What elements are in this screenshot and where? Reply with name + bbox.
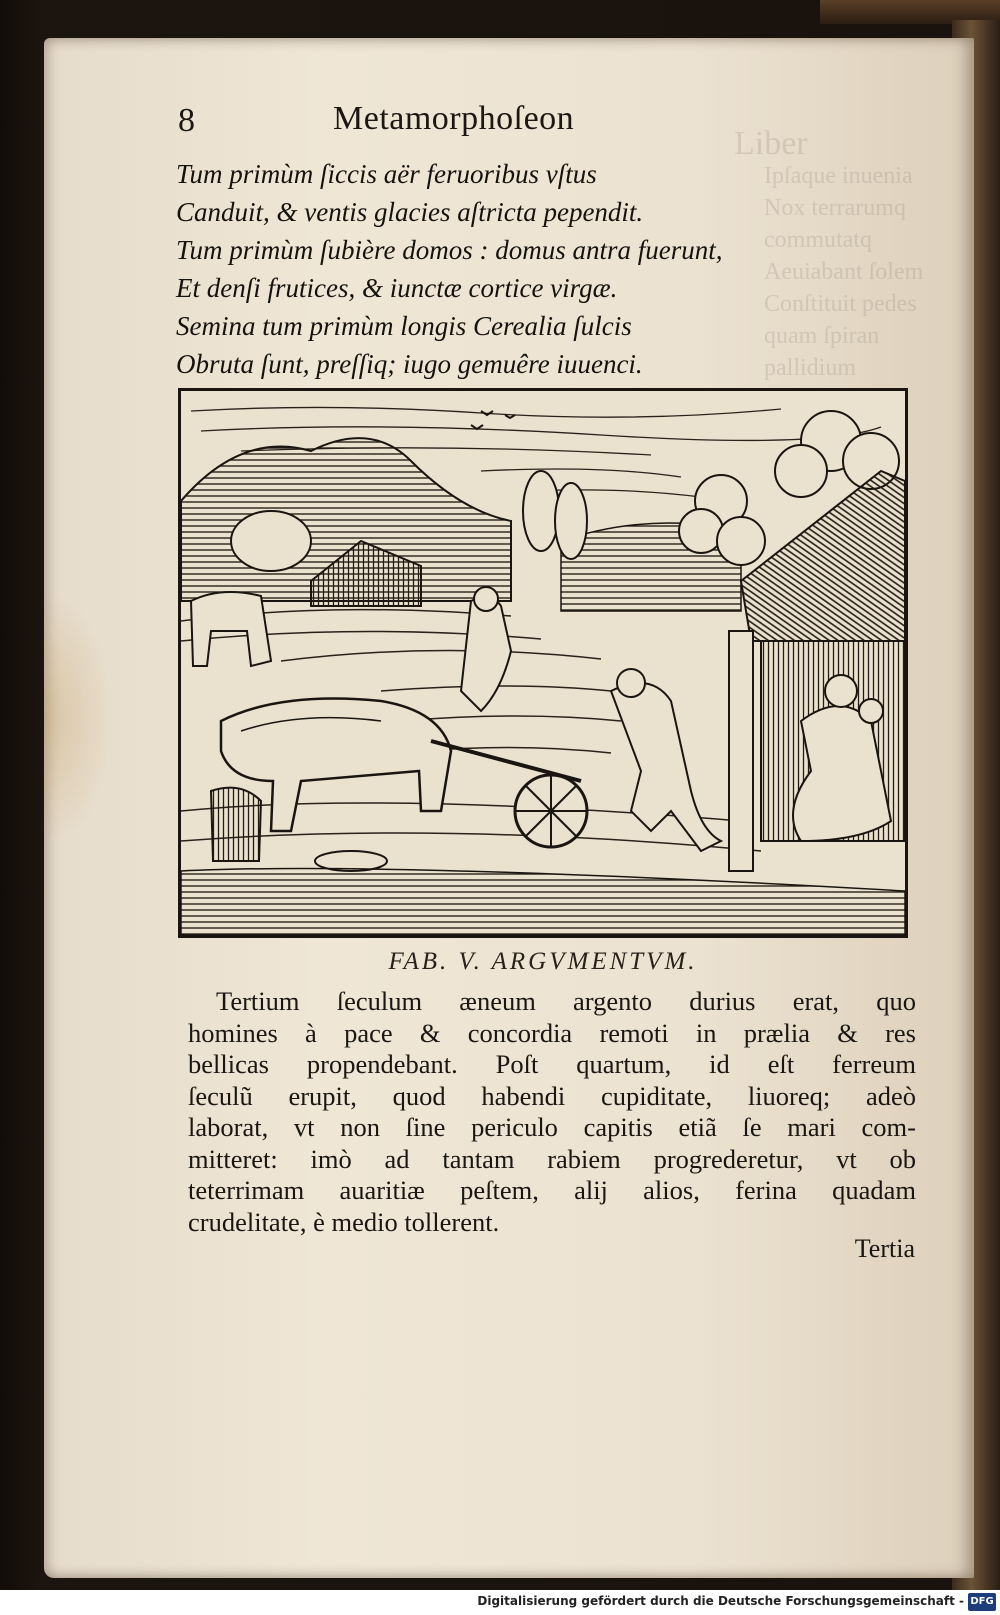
argument-line: homines à pace & concordia remoti in prælia & res: [188, 1017, 916, 1048]
argument-line: mitteret: imò ad tantam rabiem progrederetur, vt ob: [188, 1143, 916, 1174]
digitization-credit: Digitalisierung gefördert durch die Deutsche Forschungsgemeinschaft -: [477, 1594, 964, 1608]
bleed-line: Aeuiabant ſolem: [764, 259, 924, 285]
verse-line: Et denſi frutices, & iunctæ cortice virgæ.: [176, 273, 618, 303]
verse-line: Tum primùm ſiccis aër feruoribus vſtus: [176, 159, 597, 189]
argument-line: Tertium ſeculum æneum argento durius erat, quo: [216, 986, 916, 1016]
argument-line: crudelitate, è medio tollerent.: [188, 1206, 500, 1237]
bleed-line: Ipſaque inuenia: [764, 163, 913, 189]
argument-paragraph: [188, 986, 916, 1238]
verse-line: Canduit, & ventis glacies aſtricta pependit.: [176, 197, 644, 227]
fable-caption: FAB. V. ARGVMENTVM.: [388, 948, 698, 975]
page-stain: [44, 588, 114, 848]
verse-line: Obruta ſunt, preſſiq; iugo gemuêre iuuenci.: [176, 349, 643, 379]
verse-line: Semina tum primùm longis Cerealia ſulcis: [176, 311, 632, 341]
verse-block: [176, 155, 816, 383]
woodcut-plowing-scene-icon: [181, 391, 905, 935]
argument-line: laborat, vt non ſine periculo capitis etiã ſe mari com-: [188, 1112, 916, 1142]
catchword: Tertia: [854, 1234, 915, 1263]
dfg-logo-icon: DFG: [968, 1593, 996, 1611]
bleed-line: quam ſpiran: [764, 323, 880, 349]
bleed-line: Nox terrarumq: [764, 195, 906, 221]
bleed-line: pallidium: [764, 355, 856, 381]
argument-line: teterrimam auaritiæ peſtem, alij alios, ferina quadam: [188, 1175, 916, 1205]
running-title: Metamorphoſeon: [333, 100, 575, 137]
bleed-line: commutatq: [764, 227, 872, 253]
argument-line: ſeculũ erupit, quod habendi cupiditate, liuoreq; adeò: [188, 1080, 916, 1111]
bleed-line: Conſtituit pedes: [764, 291, 917, 317]
verse-line: Tum primùm ſubière domos : domus antra fuerunt,: [176, 235, 723, 265]
page-number: 8: [178, 102, 195, 139]
argument-line: bellicas propendebant. Poſt quartum, id eſt ferreum: [188, 1049, 916, 1079]
woodcut-illustration: [178, 388, 908, 938]
page-header: [178, 96, 618, 146]
bleed-line: Liber: [734, 125, 808, 162]
